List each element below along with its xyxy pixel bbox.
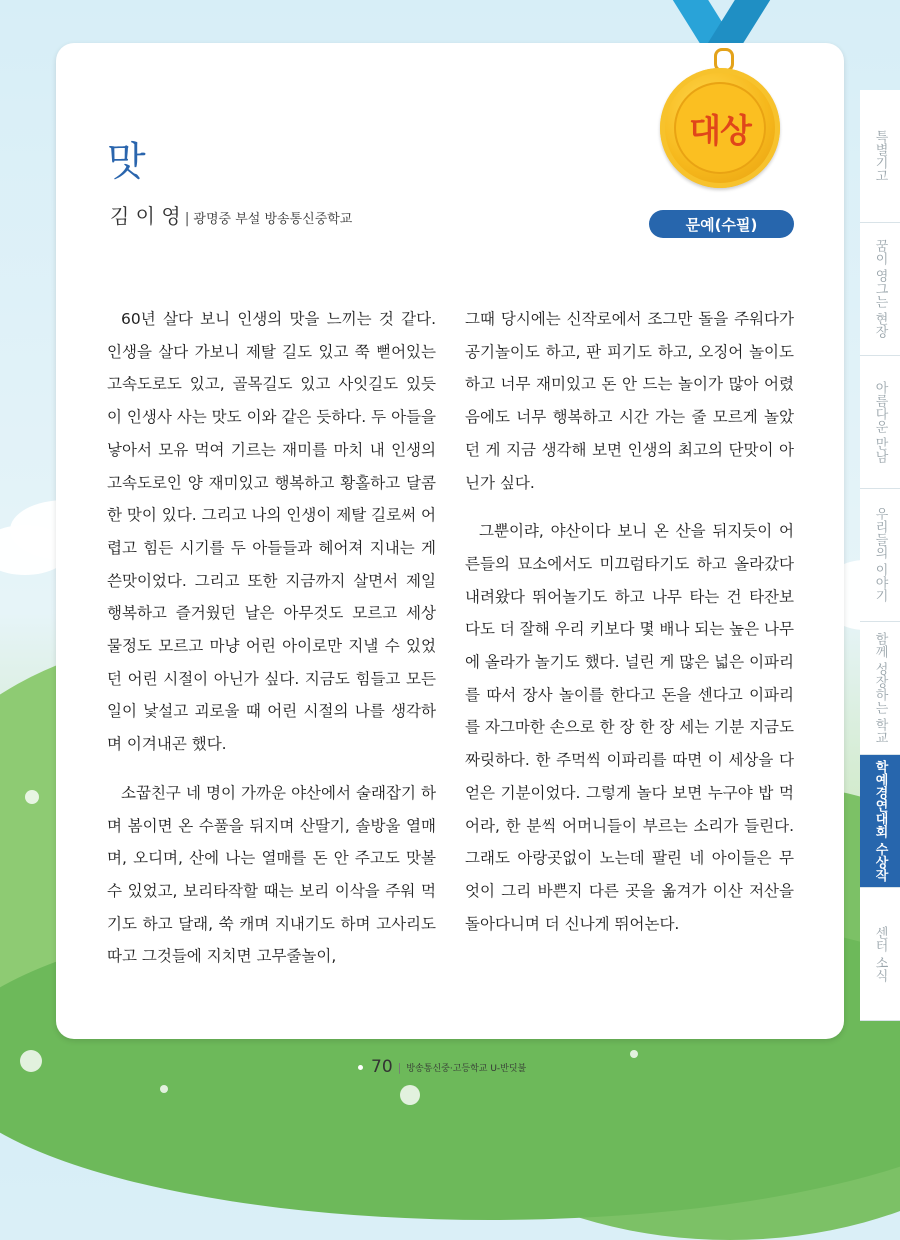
award-label: 대상	[689, 110, 751, 150]
background-dot	[400, 1085, 420, 1105]
byline	[110, 200, 352, 229]
medal-icon	[660, 68, 780, 188]
tab-our-stories[interactable]	[860, 489, 900, 622]
article-paragraph: 소꿉친구 네 명이 가까운 야산에서 술래잡기 하며 봄이면 온 수풀을 뒤지며 산딸기, 솔방울 열매며, 오디며, 산에 나는 열매를 돈 안 주고도 맛볼 수 있었고, 보리타작할 때는 보리 이삭을 주워 먹기도 하고 달래, 쑥 캐며 지내기도 하며 고사리도 따고 그것들에 지치면 고무줄놀이,	[107, 783, 436, 966]
article-right-column	[465, 303, 794, 940]
tab-label: 꿈이 영그는 현장	[872, 239, 888, 339]
background-dot	[20, 1050, 42, 1072]
byline-separator: |	[184, 211, 190, 227]
tab-label: 특별기고	[872, 130, 888, 182]
tab-label: 아름다운 만남	[872, 380, 888, 464]
medal-face	[674, 82, 766, 174]
background-dot	[160, 1085, 168, 1093]
category-badge: 문예(수필)	[649, 210, 794, 238]
author-name: 김 이 영	[110, 204, 181, 228]
article-paragraph: 그때 당시에는 신작로에서 조그만 돌을 주워다가 공기놀이도 하고, 판 피기도 하고, 오징어 놀이도 하고 너무 재미있고 돈 안 드는 놀이가 많아 어렸음에도 너무 행복하고 시간 가는 줄 모르게 놀았던 게 지금 생각해 보면 인생의 최고의 단맛이 아닌가 싶다.	[465, 310, 794, 492]
tab-dream-site[interactable]	[860, 223, 900, 356]
tab-center-news[interactable]	[860, 888, 900, 1021]
article-left-column	[107, 303, 436, 973]
page-number: 70	[371, 1057, 393, 1077]
page-footer	[358, 1057, 526, 1077]
article-paragraph: 60년 살다 보니 인생의 맛을 느끼는 것 같다. 인생을 살다 가보니 제탈 길도 있고 쭉 뻗어있는 고속도로도 있고, 골목길도 있고 사잇길도 있듯이 인생사 사는 맛도 이와 같은 듯하다. 두 아들을 낳아서 모유 먹여 기르는 재미를 마치 내 인생의 고속도로인 양 재미있고 행복하고 황홀하고 달콤한 맛이 있다. 그리고 나의 인생이 제탈 길로써 어렵고 힘든 시기를 두 아들들과 헤어져 지내는 게 쓴맛이었다. 그리고 또한 지금까지 살면서 제일 행복하고 즐거웠던 날은 아무것도 모르고 세상 물정도 모르고 마냥 어린 아이로만 지낼 수 있었던 어린 시절이 아닌가 싶다. 지금도 힘들고 모든 일이 낯설고 괴로울 때 어린 시절의 나를 생각하며 이겨내곤 했다.	[107, 310, 436, 754]
author-affiliation: 광명중 부설 방송통신중학교	[193, 212, 353, 227]
tab-label: 함께 성장하는 학교	[872, 631, 888, 745]
publication-name: 방송통신중·고등학교 U-반딧불	[406, 1063, 527, 1074]
background-dot	[630, 1050, 638, 1058]
tab-beautiful-meeting[interactable]	[860, 356, 900, 489]
tab-special-contribution[interactable]	[860, 90, 900, 223]
footer-separator: |	[397, 1060, 402, 1074]
tab-label: 우리들의 이야기	[872, 507, 888, 603]
article-title: 맛	[107, 139, 146, 185]
background-dot	[25, 790, 39, 804]
tab-contest-winners[interactable]	[860, 755, 900, 888]
tab-growing-school[interactable]	[860, 622, 900, 755]
article-paragraph: 그뿐이랴, 야산이다 보니 온 산을 뒤지듯이 어른들의 묘소에서도 미끄럼타기도 하고 올라갔다 내려왔다 뛰어놀기도 하고 나무 타는 건 타잔보다도 더 잘해 우리 키보다 몇 배나 되는 높은 나무에 올라가 놀기도 했다. 널린 게 많은 넓은 이파리를 따서 장사 놀이를 한다고 돈을 센다고 이파리를 자그마한 손으로 한 장 한 장 세는 기분 지금도 짜릿하다. 한 주먹씩 이파리를 따면 이 세상을 다 얻은 기분이었다. 그렇게 놀다 보면 누구야 밥 먹어라, 한 분씩 어머니들이 부르는 소리가 들린다. 그래도 아랑곳없이 노는데 팔린 네 아이들은 무엇이 그리 바쁜지 다른 곳을 옮겨가 이산 저산을 돌아다니며 더 신나게 뛰어논다.	[465, 522, 794, 933]
tab-label: 센터 소식	[872, 925, 888, 983]
section-tabs	[860, 90, 900, 1021]
tab-label: 학예경연대회 수상작	[872, 760, 888, 882]
footer-dot	[358, 1065, 363, 1070]
